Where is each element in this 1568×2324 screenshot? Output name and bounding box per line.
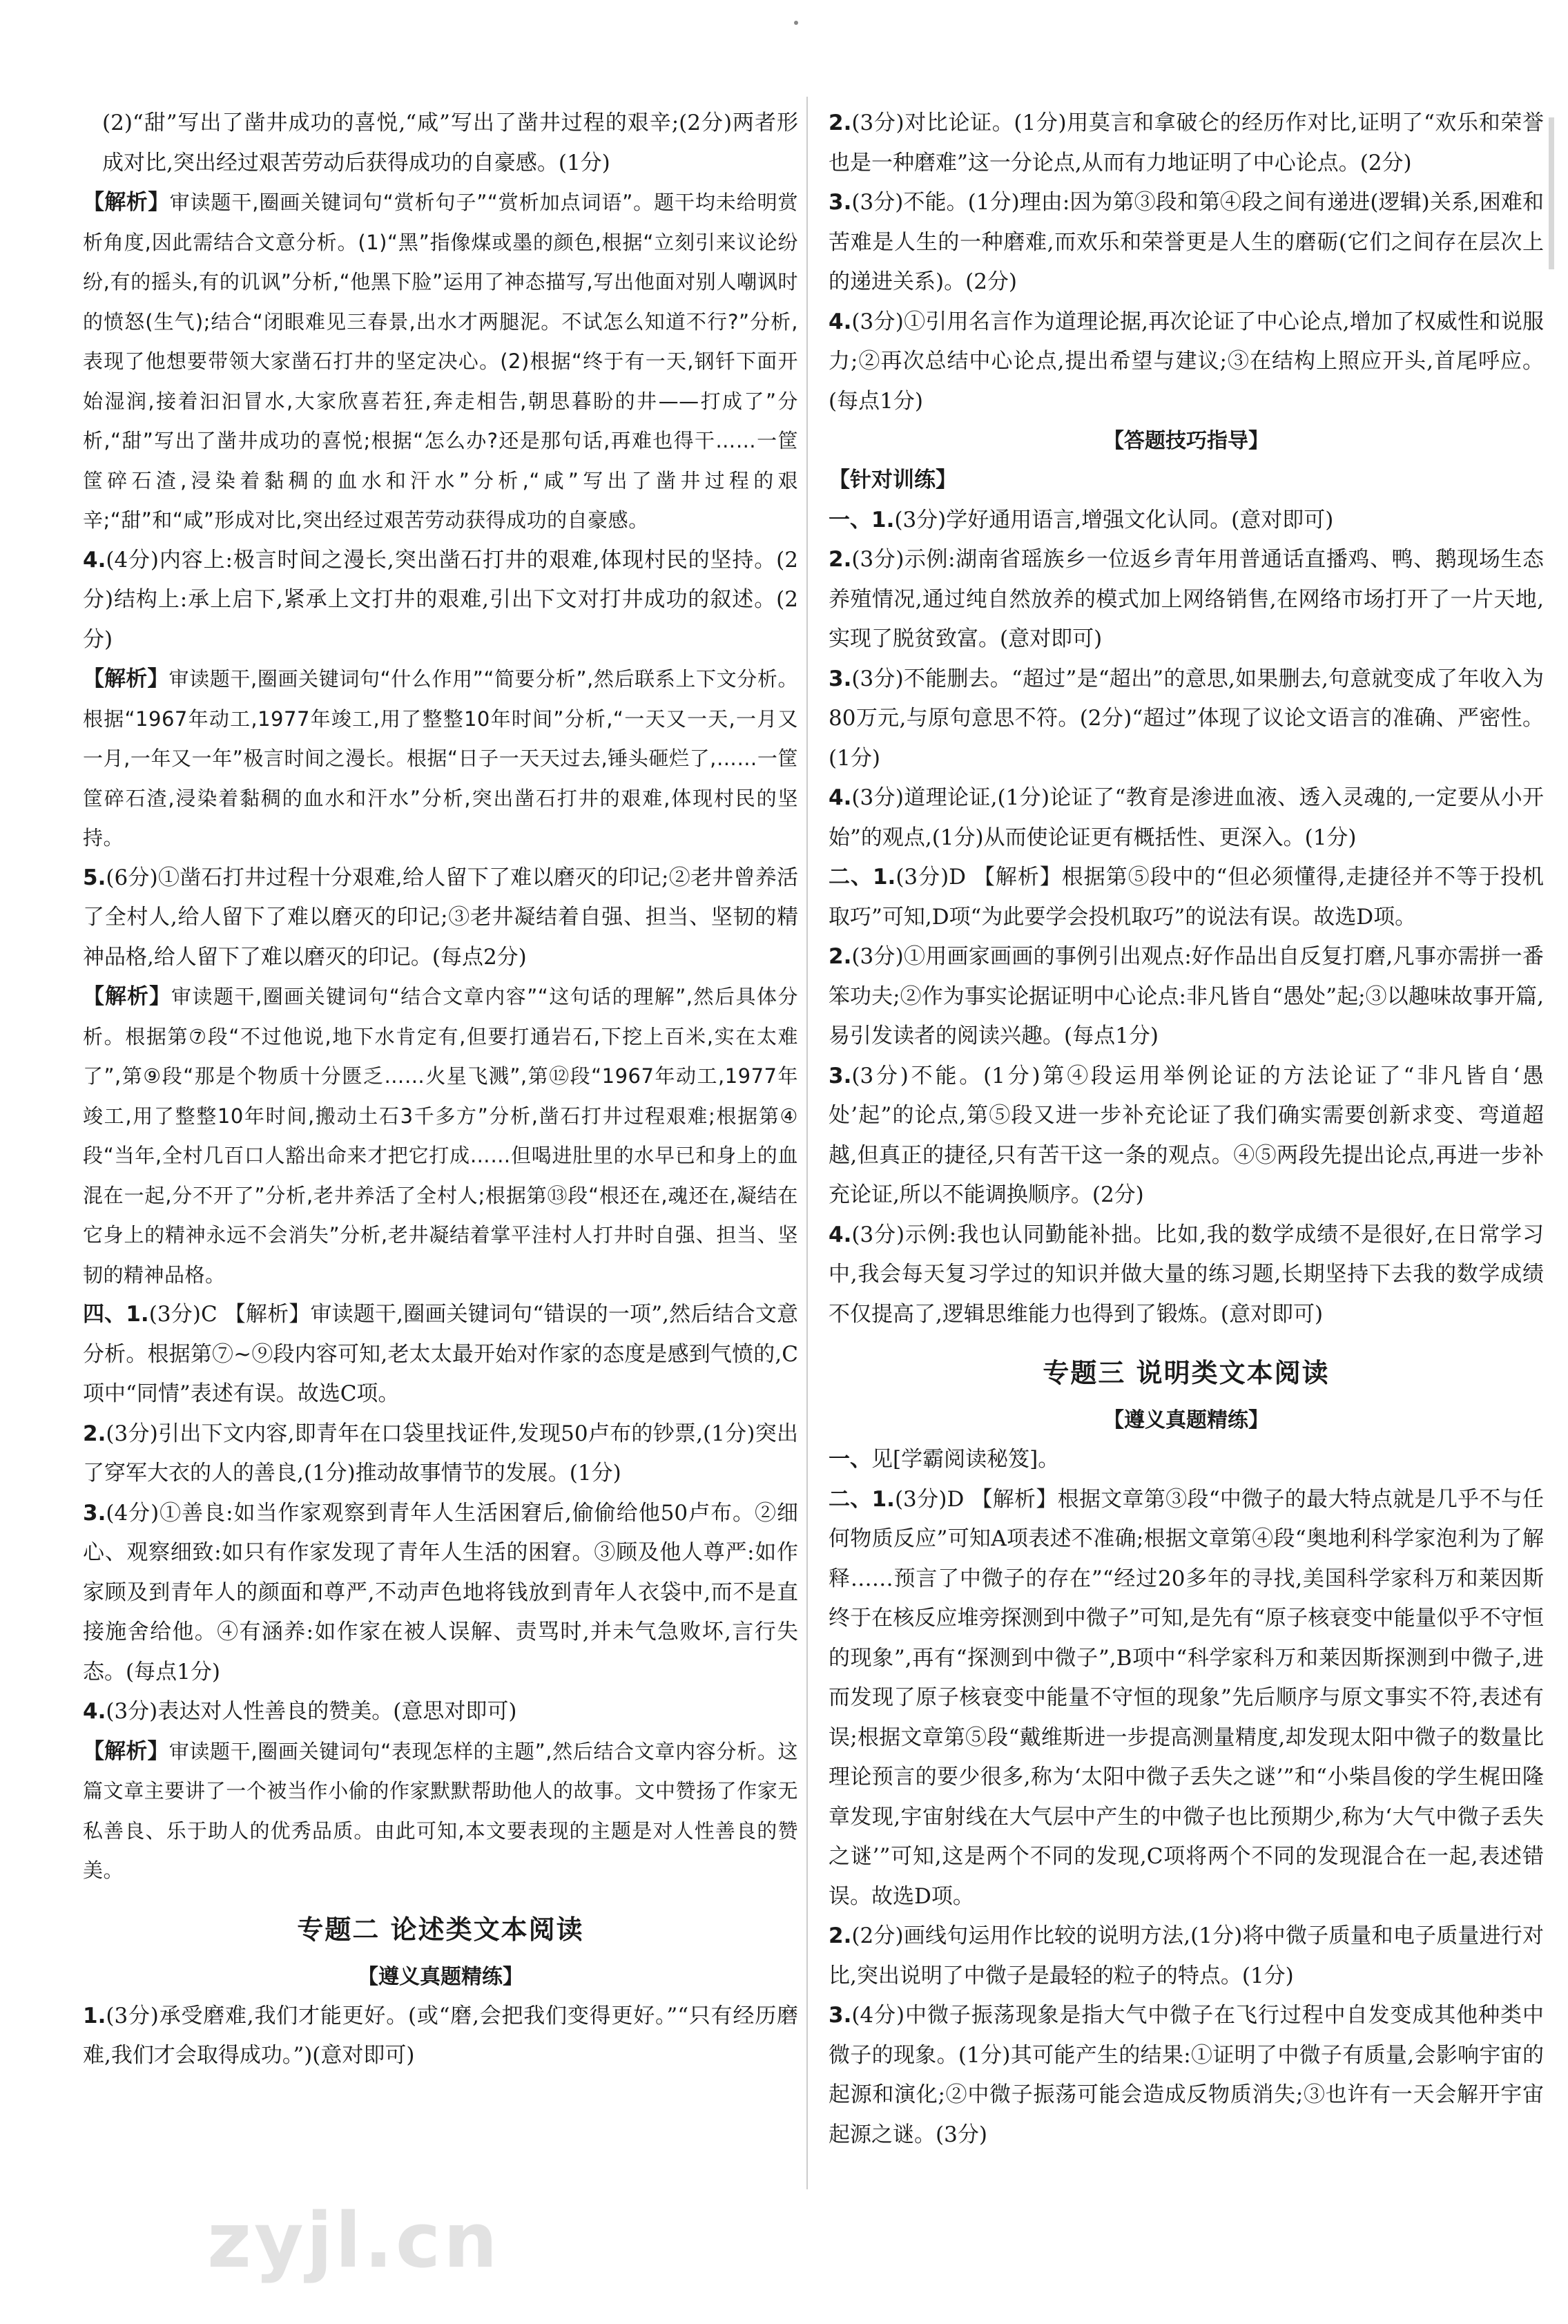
- analysis-label: 【解析】: [83, 190, 170, 215]
- exercise-heading: 【针对训练】: [829, 468, 957, 492]
- answer-number: 4.: [829, 309, 852, 334]
- answer-text: (3分)D 【解析】根据第⑤段中的“但必须懂得,走捷径并不等于投机取巧”可知,D项“为此要学会投机取巧”的说法有误。故选D项。: [829, 865, 1544, 930]
- right-column: [829, 104, 1544, 2155]
- answer-number: 3.: [829, 1063, 852, 1088]
- answer-text: (3分)对比论证。(1分)用莫言和拿破仑的经历作对比,证明了“欢乐和荣誉也是一种磨难”这一分论点,从而有力地证明了中心论点。(2分): [829, 111, 1544, 175]
- analysis-text: 审读题干,圈画关键词句“赏析句子”“赏析加点词语”。题干均未给明赏析角度,因此需结合文意分析。(1)“黑”指像煤或墨的颜色,根据“立刻引来议论纷纷,有的摇头,有的讥讽”分析,“他黑下脸”运用了神态描写,写出他面对别人嘲讽时的愤怒(生气);结合“闭眼难见三春景,出水才两腿泥。不试怎么知道不行?”分析,表现了他想要带领大家凿石打井的坚定决心。(2)根据“终于有一天,钢钎下面开始湿润,接着汩汩冒水,大家欣喜若狂,奔走相告,朝思暮盼的井——打成了”分析,“甜”写出了凿井成功的喜悦;根据“怎么办?还是那句话,再难也得干……一筐筐碎石渣,浸染着黏稠的血水和汗水”分析,“咸”写出了凿井过程的艰辛;“甜”和“咸”形成对比,突出经过艰苦劳动获得成功的自豪感。: [83, 191, 798, 532]
- answer-text: (4分)中微子振荡现象是指大气中微子在飞行过程中自发变成其他种类中微子的现象。(1分)其可能产生的结果:①证明了中微子有质量,会影响宇宙的起源和演化;②中微子振荡可能会造成反物质消失;③也许有一天会解开宇宙起源之谜。(3分): [829, 2003, 1544, 2147]
- answer-text: (3分)①用画家画画的事例引出观点:好作品出自反复打磨,凡事亦需拼一番笨功夫;②作为事实论据证明中心论点:非凡皆自“愚处”起;③以趣味故事开篇,易引发读者的阅读兴趣。(每点1分): [829, 944, 1544, 1048]
- answer-item: [829, 1057, 1544, 1216]
- answer-item: [83, 1414, 798, 1494]
- answer-number: 4.: [829, 1222, 852, 1247]
- answer-item: [83, 1295, 798, 1414]
- left-column: [83, 104, 798, 2076]
- answer-item: [829, 1996, 1544, 2155]
- analysis-text: 审读题干,圈画关键词句“表现怎样的主题”,然后结合文章内容分析。这篇文章主要讲了一个被当作小偷的作家默默帮助他人的故事。文中赞扬了作家无私善良、乐于助人的优秀品质。由此可知,本文要表现的主题是对人性善良的赞美。: [83, 1739, 798, 1882]
- analysis-label: 【解析】: [83, 984, 171, 1009]
- answer-text: 见[学霸阅读秘笈]。: [871, 1447, 1060, 1472]
- answer-number: 2.: [829, 1923, 852, 1948]
- answer-item: [829, 501, 1544, 541]
- answer-text: (3分)不能。(1分)第④段运用举例论证的方法论证了“非凡皆自‘愚处’起”的论点,第⑤段又进一步补充论证了我们确实需要创新求变、弯道超越,但真正的捷径,只有苦干这一条的观点。④⑤两段先提出论点,再进一步补充论证,所以不能调换顺序。(2分): [829, 1063, 1544, 1207]
- answer-item: [829, 302, 1544, 422]
- answer-number: 5.: [83, 865, 106, 890]
- answer-text: (3分)道理论证,(1分)论证了“教育是渗进血液、透入灵魂的,一定要从小开始”的观点,(1分)从而使论证更有概括性、更深入。(1分): [829, 785, 1544, 850]
- answer-number: 二、1.: [829, 1486, 895, 1512]
- answer-item: [83, 541, 798, 660]
- subsection-title: 【遵义真题精练】: [1103, 1408, 1269, 1432]
- answer-text: (3分)①引用名言作为道理论据,再次论证了中心论点,增加了权威性和说服力;②再次总结中心论点,提出希望与建议;③在结构上照应开头,首尾呼应。(每点1分): [829, 309, 1544, 414]
- answer-text: (3分)不能。(1分)理由:因为第③段和第④段之间有递进(逻辑)关系,困难和苦难是人生的一种磨难,而欢乐和荣誉更是人生的磨砺(它们之间存在层次上的递进关系)。(2分): [829, 190, 1544, 294]
- section-title: 专题三 说明类文本阅读: [1043, 1358, 1330, 1388]
- subsection-title: 【答题技巧指导】: [1103, 429, 1269, 453]
- answer-number: 一、: [829, 1447, 871, 1472]
- answer-item: [829, 183, 1544, 302]
- answer-number: 3.: [829, 2003, 852, 2028]
- answer-item: [83, 858, 798, 978]
- answer-number: 四、1.: [83, 1302, 149, 1327]
- answer-number: 2.: [83, 1421, 106, 1446]
- answer-number: 2.: [829, 111, 852, 135]
- answer-text: (3分)不能删去。“超过”是“超出”的意思,如果删去,句意就变成了年收入为80万元,与原句意思不符。(2分)“超过”体现了议论文语言的准确、严密性。(1分): [829, 666, 1544, 771]
- answer-item: [829, 1917, 1544, 1996]
- answer-text: (3分)C 【解析】审读题干,圈画关键词句“错误的一项”,然后结合文意分析。根据第⑦~⑨段内容可知,老太太最开始对作家的态度是感到气愤的,C项中“同情”表述有误。故选C项。: [83, 1302, 798, 1406]
- answer-text: (3分)表达对人性善良的赞美。(意思对即可): [106, 1699, 517, 1724]
- analysis-block: [83, 1732, 798, 1891]
- answer-item: [829, 858, 1544, 937]
- answer-continuation: (2)“甜”写出了凿井成功的喜悦,“咸”写出了凿井过程的艰辛;(2分)两者形成对比,突出经过艰苦劳动后获得成功的自豪感。(1分): [102, 111, 798, 175]
- page-dot: [794, 21, 798, 25]
- answer-number: 二、1.: [829, 865, 896, 890]
- answer-text: (3分)D 【解析】根据文章第③段“中微子的最大特点就是几乎不与任何物质反应”可知A项表述不准确;根据文章第④段“奥地利科学家泡利为了解释……预言了中微子的存在”“经过20多年的寻找,美国科学家科万和莱因斯终于在核反应堆旁探测到中微子”可知,是先有“原子核衰变中能量似乎不守恒的现象”,再有“探测到中微子”,B项中“科学家科万和莱因斯探测到中微子,进而发现了原子核衰变中能量不守恒的现象”先后顺序与原文事实不符,表述有误;根据文章第⑤段“戴维斯进一步提高测量精度,却发现太阳中微子的数量比理论预言的要少很多,称为‘太阳中微子丢失之谜’”和“小柴昌俊的学生梶田隆章发现,宇宙射线在大气层中产生的中微子也比预期少,称为‘大气中微子丢失之谜’”可知,这是两个不同的发现,C项将两个不同的发现混合在一起,表述错误。故选D项。: [829, 1486, 1544, 1909]
- answer-text: (3分)引出下文内容,即青年在口袋里找证件,发现50卢布的钞票,(1分)突出了穿军大衣的人的善良,(1分)推动故事情节的发展。(1分): [83, 1421, 798, 1486]
- answer-text: (3分)承受磨难,我们才能更好。(或“磨,会把我们变得更好。”“只有经历磨难,我们才会取得成功。”)(意对即可): [83, 2003, 798, 2068]
- answer-item: [829, 104, 1544, 183]
- answer-text: (3分)示例:湖南省瑶族乡一位返乡青年用普通话直播鸡、鸭、鹅现场生态养殖情况,通过纯自然放养的模式加上网络销售,在网络市场打开了一片天地,实现了脱贫致富。(意对即可): [829, 547, 1544, 651]
- answer-number: 4.: [829, 785, 852, 810]
- column-divider: [806, 97, 808, 2189]
- analysis-label: 【解析】: [83, 666, 169, 691]
- answer-number: 1.: [83, 2003, 106, 2028]
- side-mark: [1549, 117, 1554, 269]
- answer-number: 3.: [83, 1500, 106, 1526]
- analysis-block: [83, 977, 798, 1295]
- answer-text: (4分)①善良:如当作家观察到青年人生活困窘后,偷偷给他50卢布。②细心、观察细致:如只有作家发现了青年人生活的困窘。③顾及他人尊严:如作家顾及到青年人的颜面和尊严,不动声色地将钱放到青年人衣袋中,而不是直接施舍给他。④有涵养:如作家在被人误解、责骂时,并未气急败坏,言行失态。(每点1分): [83, 1500, 798, 1684]
- answer-number: 4.: [83, 547, 106, 573]
- answer-number: 一、1.: [829, 507, 895, 532]
- answer-number: 3.: [829, 190, 852, 215]
- analysis-block: [83, 183, 798, 541]
- answer-item: [83, 1692, 798, 1732]
- answer-item: [83, 1997, 798, 2076]
- answer-number: 2.: [829, 944, 852, 969]
- section-title: 专题二 论述类文本阅读: [297, 1914, 584, 1945]
- analysis-text: 审读题干,圈画关键词句“结合文章内容”“这句话的理解”,然后具体分析。根据第⑦段“不过他说,地下水肯定有,但要打通岩石,下挖上百米,实在太难了”,第⑨段“那是个物质十分匮乏……火星飞溅”,第⑫段“1967年动工,1977年竣工,用了整整10年时间,搬动土石3千多方”分析,凿石打井过程艰难;根据第④段“当年,全村几百口人豁出命来才把它打成……但喝进肚里的水早已和身上的血混在一起,分不开了”分析,老井养活了全村人;根据第⑬段“根还在,魂还在,凝结在它身上的精神永远不会消失”分析,老井凝结着掌平洼村人打井时自强、担当、坚韧的精神品格。: [83, 985, 798, 1287]
- answer-text: (2分)画线句运用作比较的说明方法,(1分)将中微子质量和电子质量进行对比,突出说明了中微子是最轻的粒子的特点。(1分): [829, 1923, 1544, 1988]
- watermark-text: zyjl.cn: [207, 2196, 501, 2285]
- answer-number: 4.: [83, 1699, 106, 1724]
- analysis-block: [83, 660, 798, 858]
- answer-text: (3分)学好通用语言,增强文化认同。(意对即可): [894, 507, 1334, 532]
- subsection-title: 【遵义真题精练】: [358, 1964, 523, 1989]
- answer-number: 3.: [829, 666, 852, 691]
- answer-item: [829, 540, 1544, 660]
- analysis-text: 审读题干,圈画关键词句“什么作用”“简要分析”,然后联系上下文分析。根据“1967年动工,1977年竣工,用了整整10年时间”分析,“一天又一天,一月又一月,一年又一年”极言时间之漫长。根据“日子一天天过去,锤头砸烂了,……一筐筐碎石渣,浸染着黏稠的血水和汗水”分析,突出凿石打井的艰难,体现村民的坚持。: [83, 667, 798, 849]
- answer-item: [829, 660, 1544, 779]
- answer-item: [829, 1480, 1544, 1917]
- answer-item: [829, 778, 1544, 858]
- answer-text: (6分)①凿石打井过程十分艰难,给人留下了难以磨灭的印记;②老井曾养活了全村人,给人留下了难以磨灭的印记;③老井凝结着自强、担当、坚韧的精神品格,给人留下了难以磨灭的印记。(每点2分): [83, 865, 798, 970]
- answer-text: (4分)内容上:极言时间之漫长,突出凿石打井的艰难,体现村民的坚持。(2分)结构上:承上启下,紧承上文打井的艰难,引出下文对打井成功的叙述。(2分): [83, 547, 798, 652]
- answer-text: (3分)示例:我也认同勤能补拙。比如,我的数学成绩不是很好,在日常学习中,我会每天复习学过的知识并做大量的练习题,长期坚持下去我的数学成绩不仅提高了,逻辑思维能力也得到了锻炼。(意对即可): [829, 1222, 1544, 1327]
- answer-item: [829, 937, 1544, 1057]
- answer-number: 2.: [829, 547, 852, 572]
- answer-item: [829, 1216, 1544, 1335]
- answer-item: [83, 1494, 798, 1693]
- analysis-label: 【解析】: [83, 1738, 169, 1764]
- answer-item: [829, 1440, 1544, 1480]
